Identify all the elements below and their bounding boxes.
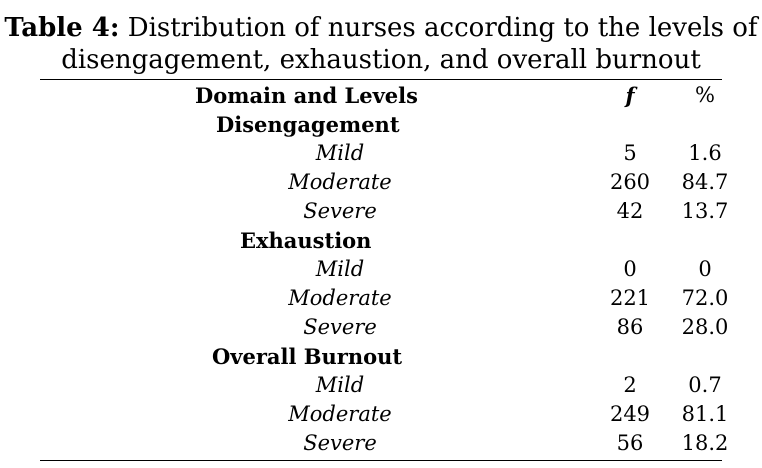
table-header-row <box>40 81 722 110</box>
level-label: Severe <box>303 431 377 455</box>
frequency-cell: 5 <box>623 141 637 165</box>
table-row <box>40 139 722 168</box>
level-label: Mild <box>315 373 365 397</box>
domain-row-overall-burnout <box>40 342 722 371</box>
frequency-cell: 86 <box>616 315 644 339</box>
level-label: Severe <box>303 199 377 223</box>
percent-cell: 1.6 <box>688 141 722 165</box>
frequency-cell: 221 <box>609 286 651 310</box>
table-bottom-rule <box>40 460 722 461</box>
level-label: Moderate <box>288 286 392 310</box>
level-label: Mild <box>315 141 365 165</box>
table-row <box>40 168 729 197</box>
header-domain-levels: Domain and Levels <box>195 83 418 108</box>
level-label: Moderate <box>288 402 392 426</box>
percent-cell: 13.7 <box>681 199 729 223</box>
table-row <box>40 429 729 458</box>
table-top-rule <box>40 79 722 80</box>
percent-cell: 81.1 <box>681 402 729 426</box>
table-row <box>40 197 729 226</box>
header-percent: % <box>695 83 715 107</box>
percent-cell: 72.0 <box>681 286 729 310</box>
percent-cell: 84.7 <box>681 170 729 194</box>
frequency-cell: 260 <box>609 170 651 194</box>
frequency-cell: 2 <box>623 373 637 397</box>
caption-label: Table 4: <box>4 13 120 43</box>
frequency-cell: 42 <box>616 199 644 223</box>
level-label: Mild <box>315 257 365 281</box>
table-row <box>40 371 722 400</box>
domain-label: Overall Burnout <box>212 344 403 369</box>
percent-cell: 0.7 <box>688 373 722 397</box>
table-caption <box>0 12 762 76</box>
domain-label: Disengagement <box>216 112 400 137</box>
table-row <box>40 255 722 284</box>
domain-row-disengagement <box>40 110 722 139</box>
caption-line-1 <box>0 12 762 44</box>
caption-line-2: disengagement, exhaustion, and overall burnout <box>61 45 701 75</box>
percent-cell: 0 <box>698 257 712 281</box>
domain-label: Exhaustion <box>240 228 372 253</box>
level-label: Severe <box>303 315 377 339</box>
frequency-cell: 56 <box>616 431 644 455</box>
header-frequency: f <box>625 83 635 108</box>
table-row <box>40 400 729 429</box>
percent-cell: 28.0 <box>681 315 729 339</box>
table-row <box>40 313 729 342</box>
domain-row-exhaustion <box>40 226 722 255</box>
frequency-cell: 249 <box>609 402 651 426</box>
caption-text-1: Distribution of nurses according to the levels of <box>119 13 758 43</box>
table-row <box>40 284 729 313</box>
level-label: Moderate <box>288 170 392 194</box>
frequency-cell: 0 <box>623 257 637 281</box>
percent-cell: 18.2 <box>681 431 729 455</box>
burnout-table <box>40 81 729 458</box>
